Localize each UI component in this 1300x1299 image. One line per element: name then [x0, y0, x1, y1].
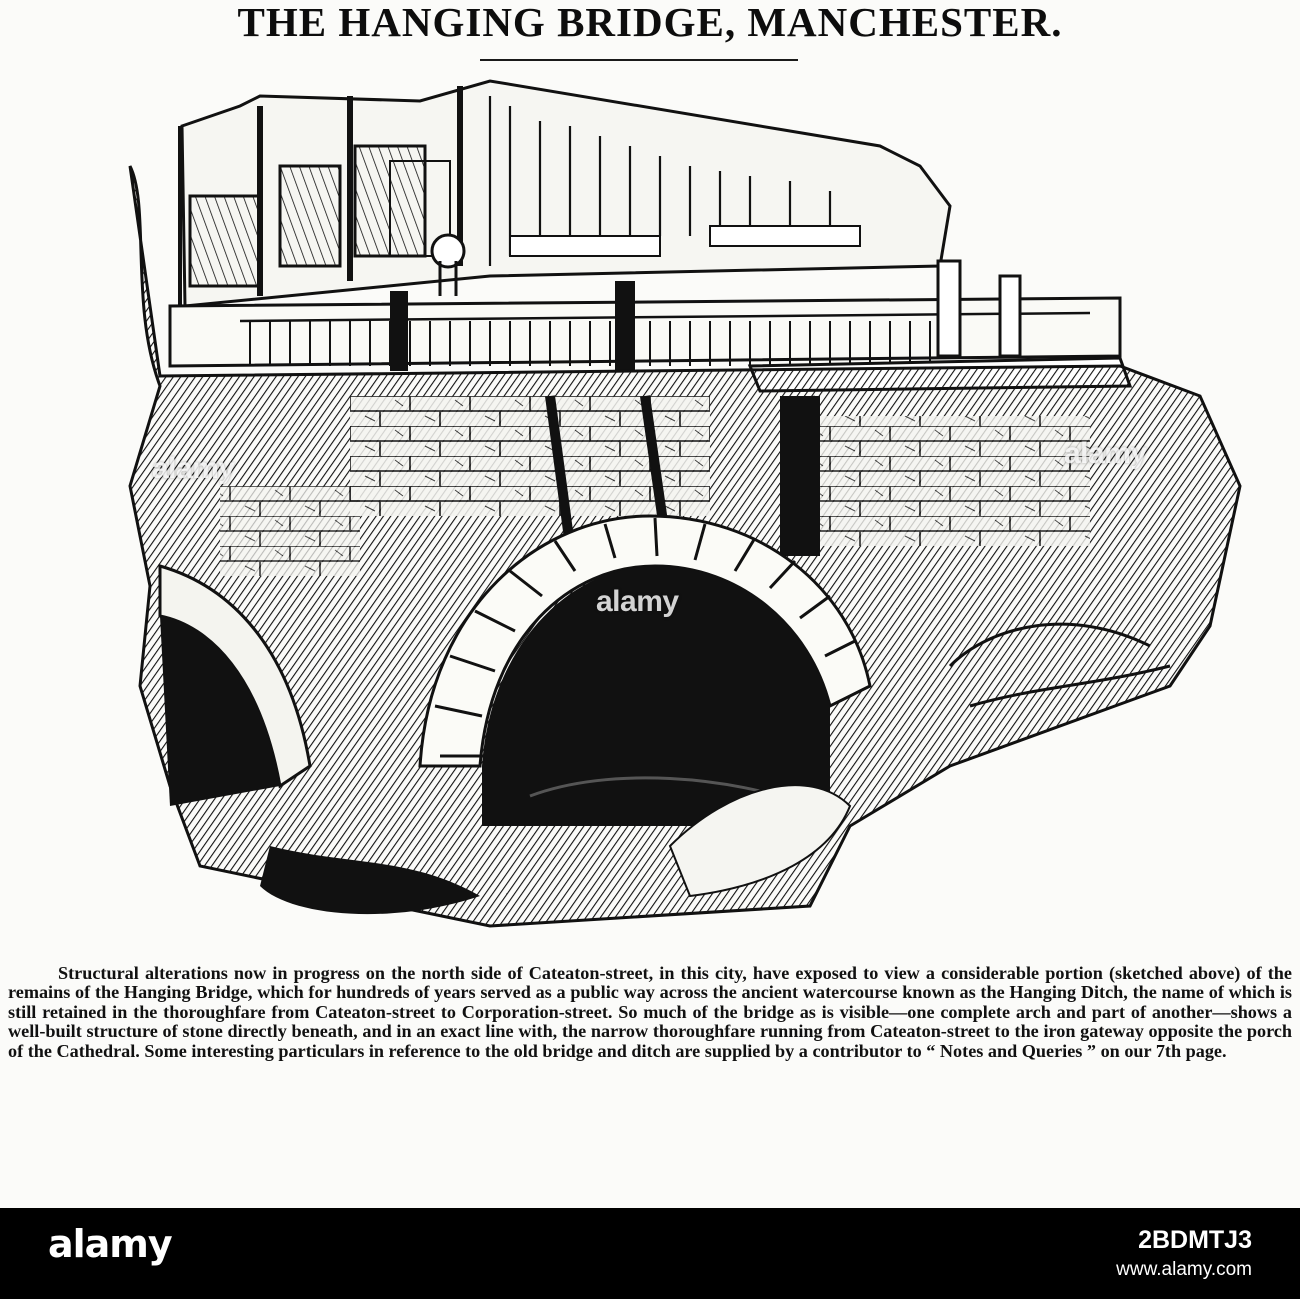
watermark: alamy: [152, 452, 235, 485]
bridge-engraving: [90, 66, 1260, 956]
watermark: alamy: [596, 585, 679, 618]
bridge-engraving-drawing: [90, 66, 1260, 956]
stock-footer: [0, 1208, 1300, 1299]
title-underline: [480, 59, 798, 61]
image-id: 2BDMTJ3: [1138, 1226, 1252, 1254]
watermark: alamy: [1064, 437, 1147, 470]
stock-image-info: [1116, 1226, 1252, 1281]
site-link[interactable]: www.alamy.com: [1116, 1259, 1252, 1280]
stock-logo[interactable]: alamy: [48, 1222, 172, 1266]
buildings: [180, 81, 950, 306]
article-title: THE HANGING BRIDGE, MANCHESTER.: [237, 0, 1063, 45]
article-caption: Structural alterations now in progress on the north side of Cateaton-street, in this city, have exposed to view a considerable portion (sketched above) of the remains of the Hanging Bridge, which for hundreds of years served as a public way across the ancient watercourse known as the Hanging Ditch, the name of which is still retained in the thoroughfare from Cateaton-street to Corporation-street. So much of the bridge as is visible—one complete arch and part of another—shows a well-built structure of stone directly beneath, and in an exact line with, the narrow thoroughfare running from Cateaton-street to the iron gateway opposite the porch of the Cathedral. Some interesting particulars in reference to the old bridge and ditch are supplied by a contributor to “ Notes and Queries ” on our 7th page.: [8, 964, 1292, 1061]
